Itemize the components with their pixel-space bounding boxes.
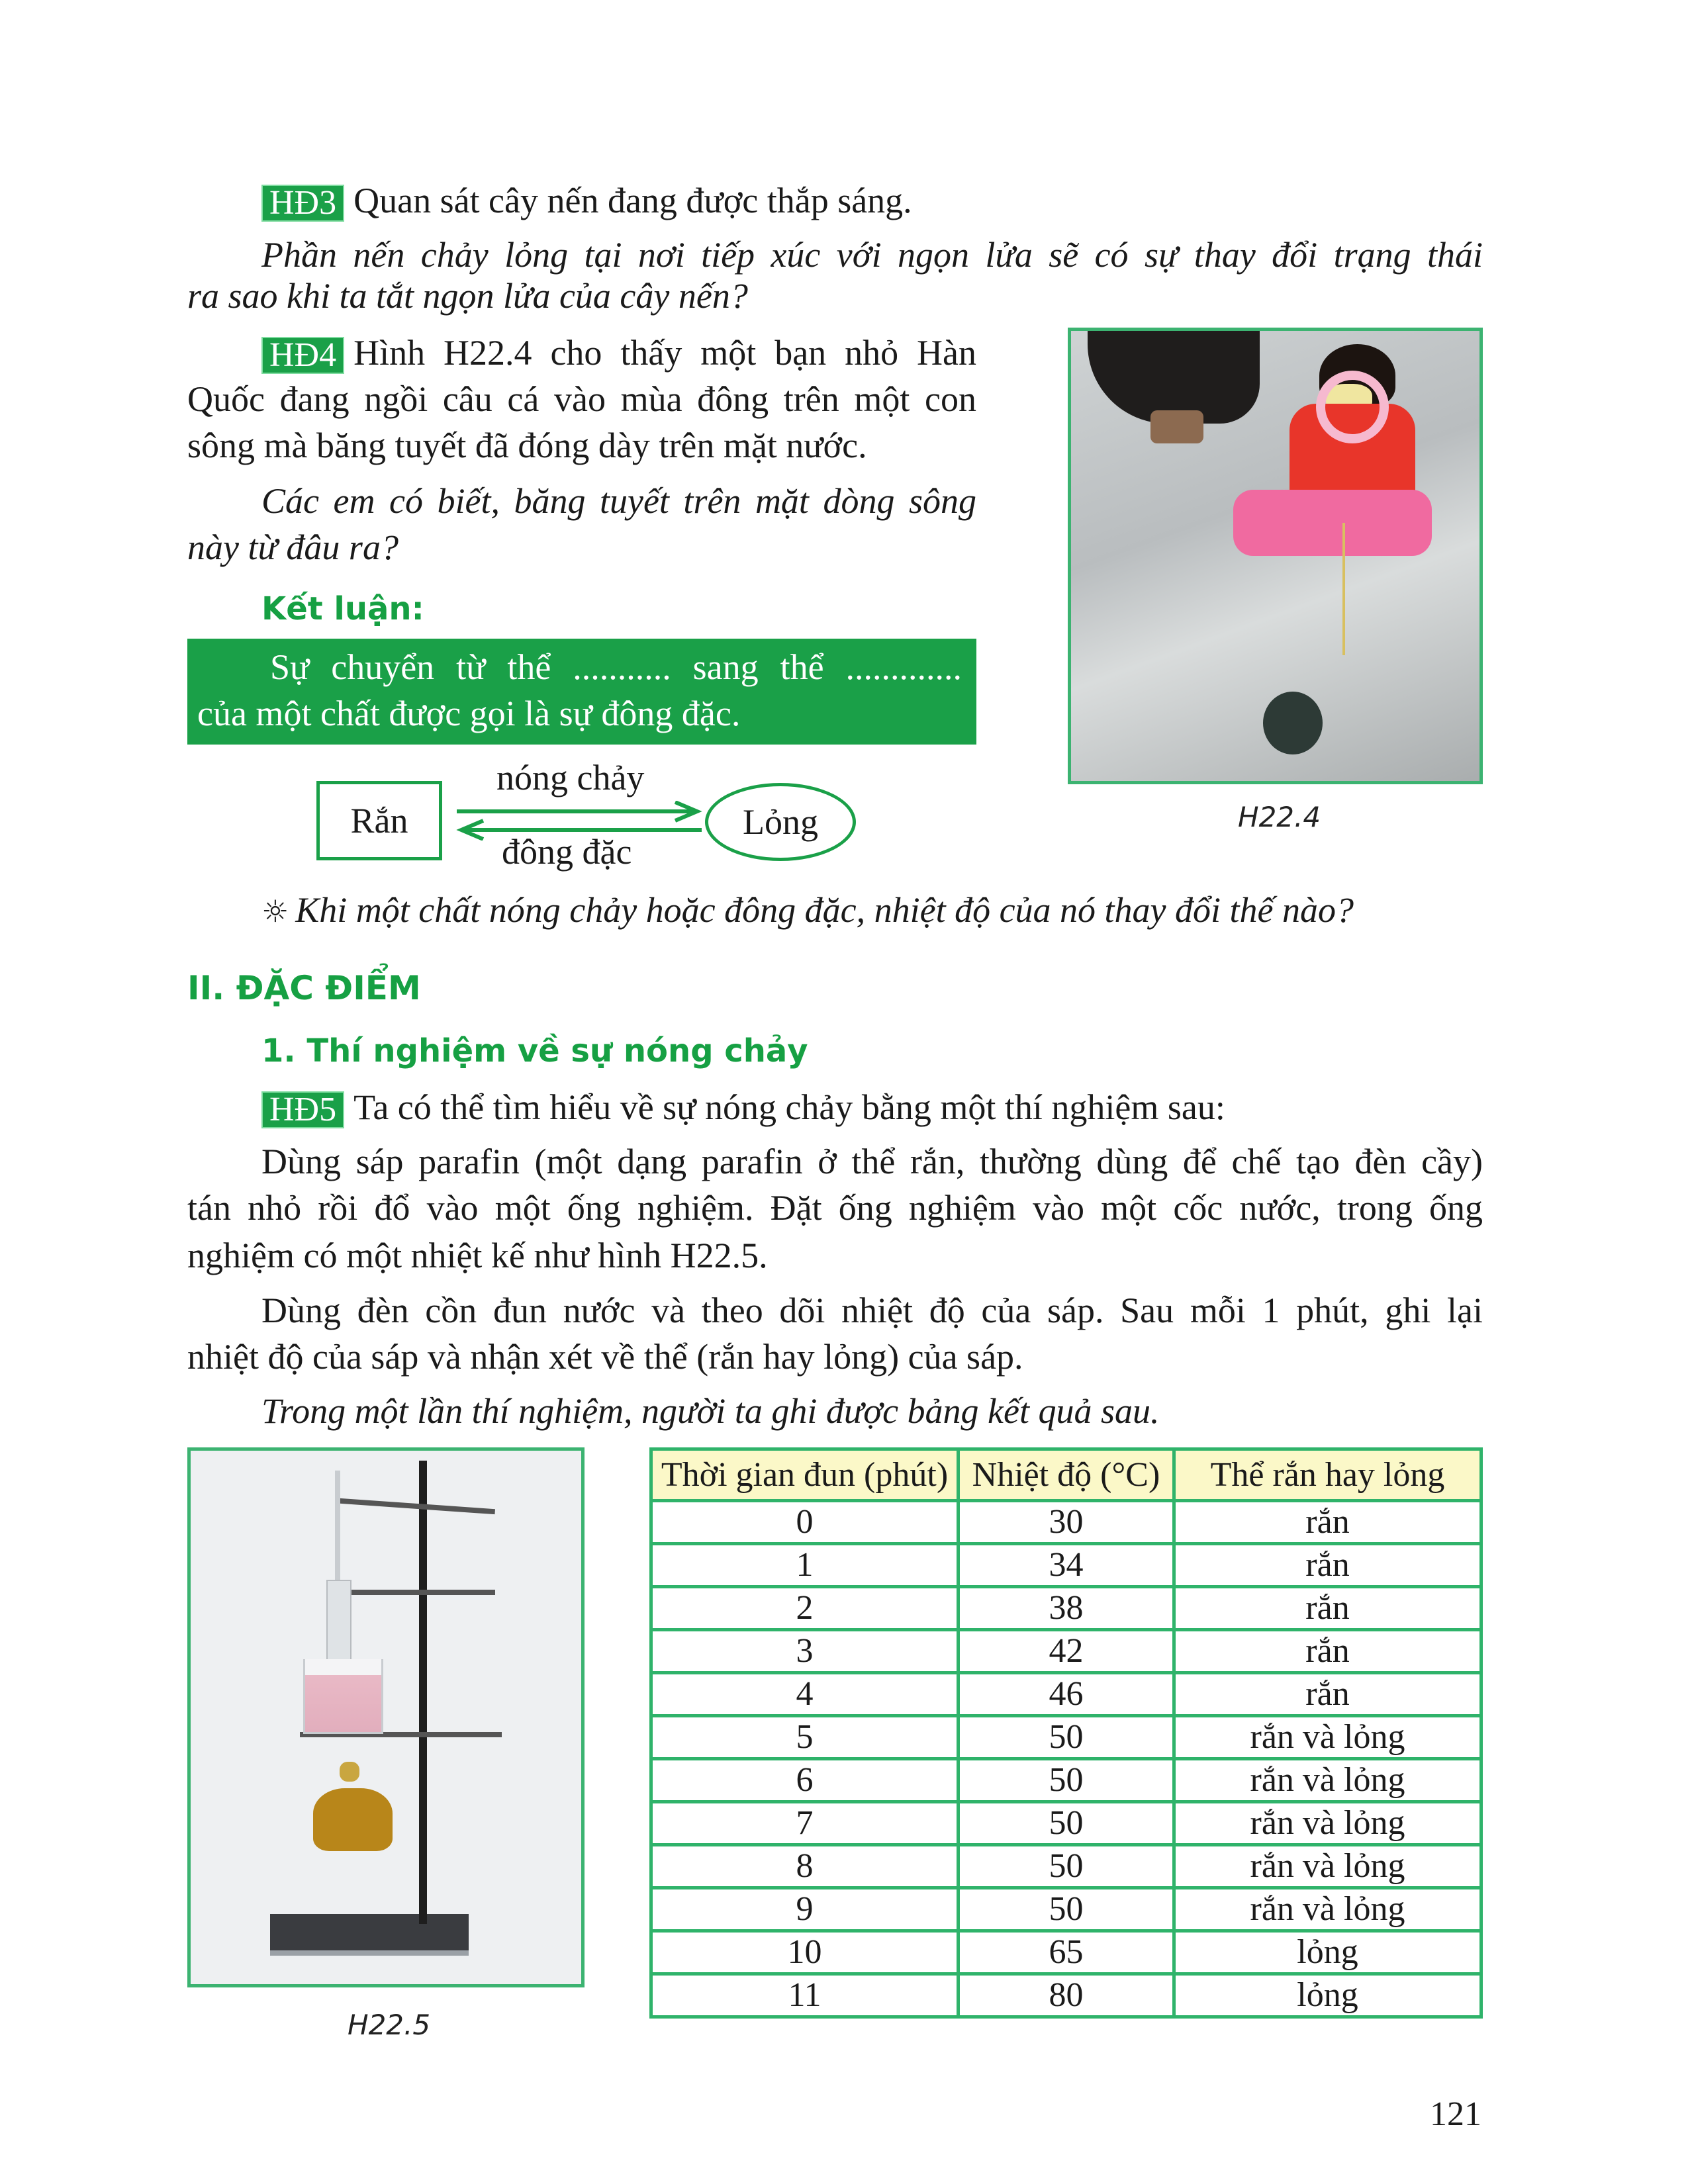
- table-row: [651, 1630, 1481, 1673]
- table-row: [651, 1587, 1481, 1630]
- cell-time: 2: [651, 1587, 959, 1630]
- hd3-text: Quan sát cây nến đang được thắp sáng.: [353, 181, 912, 220]
- figure-h22-4: [1068, 328, 1483, 784]
- hd5-line: [261, 1084, 1225, 1130]
- cell-state: rắn và lỏng: [1174, 1802, 1481, 1845]
- cell-state: lỏng: [1174, 1931, 1481, 1974]
- table-body: [651, 1501, 1481, 2017]
- think-question-text: Khi một chất nóng chảy hoặc đông đặc, nhiệt độ của nó thay đổi thế nào?: [295, 890, 1354, 930]
- cell-temperature: 42: [958, 1630, 1174, 1673]
- activity-badge-hd4: HĐ4: [261, 337, 344, 374]
- cell-state: rắn và lỏng: [1174, 1716, 1481, 1759]
- results-table: [649, 1447, 1483, 2019]
- table-row: [651, 1802, 1481, 1845]
- section-subtitle: 1. Thí nghiệm về sự nóng chảy: [261, 1032, 808, 1069]
- cell-time: 4: [651, 1673, 959, 1716]
- cell-time: 3: [651, 1630, 959, 1673]
- solid-label: Rắn: [350, 801, 408, 841]
- cell-temperature: 65: [958, 1931, 1174, 1974]
- clamp-middle: [346, 1590, 495, 1595]
- cell-temperature: 46: [958, 1673, 1174, 1716]
- cell-temperature: 50: [958, 1802, 1174, 1845]
- cell-temperature: 30: [958, 1501, 1174, 1544]
- hd5-para1-line1: Dùng sáp parafin (một dạng parafin ở thể rắn, thường dùng để chế tạo đèn cầy): [261, 1142, 1483, 1181]
- activity-badge-hd5: HĐ5: [261, 1091, 344, 1128]
- alcohol-lamp: [310, 1762, 389, 1921]
- melting-label: nóng chảy: [496, 758, 645, 797]
- cell-temperature: 34: [958, 1544, 1174, 1587]
- table-row: [651, 1974, 1481, 2017]
- cell-time: 8: [651, 1845, 959, 1888]
- hd4-text-line1: Hình H22.4 cho thấy một bạn nhỏ Hàn: [353, 333, 976, 373]
- hd5-text: Ta có thể tìm hiểu về sự nóng chảy bằng một thí nghiệm sau:: [353, 1087, 1225, 1127]
- hd4-line2: Quốc đang ngồi câu cá vào mùa đông trên một con: [187, 379, 976, 419]
- header-time: Thời gian đun (phút): [651, 1449, 959, 1501]
- cell-time: 10: [651, 1931, 959, 1974]
- conclusion-line2: của một chất được gọi là sự đông đặc.: [197, 694, 741, 733]
- cell-state: rắn và lỏng: [1174, 1759, 1481, 1802]
- adult-figure: [1088, 331, 1260, 424]
- cell-time: 7: [651, 1802, 959, 1845]
- liquid-ellipse: [705, 783, 856, 861]
- lamp-cap: [340, 1762, 359, 1782]
- table-row: [651, 1501, 1481, 1544]
- cell-state: rắn và lỏng: [1174, 1845, 1481, 1888]
- child-scarf: [1316, 371, 1389, 443]
- section-title: II. ĐẶC ĐIỂM: [187, 969, 421, 1007]
- caption-h22-5: H22.5: [348, 2009, 431, 2041]
- hd3-question-line2: ra sao khi ta tắt ngọn lửa của cây nến?: [187, 276, 748, 316]
- state-diagram: [311, 754, 867, 887]
- cell-time: 1: [651, 1544, 959, 1587]
- table-row: [651, 1716, 1481, 1759]
- hd4-question-line1: Các em có biết, băng tuyết trên mặt dòng sông: [261, 481, 976, 521]
- table-row: [651, 1544, 1481, 1587]
- table-row: [651, 1931, 1481, 1974]
- cell-time: 0: [651, 1501, 959, 1544]
- header-temperature: Nhiệt độ (°C): [958, 1449, 1174, 1501]
- hd5-para1-line3: nghiệm có một nhiệt kế như hình H22.5.: [187, 1236, 768, 1275]
- cell-state: rắn: [1174, 1630, 1481, 1673]
- cell-time: 5: [651, 1716, 959, 1759]
- hd3-line: [261, 177, 912, 224]
- table-row: [651, 1759, 1481, 1802]
- beaker: [303, 1659, 383, 1734]
- cell-state: rắn: [1174, 1587, 1481, 1630]
- cell-state: rắn: [1174, 1673, 1481, 1716]
- table-row: [651, 1673, 1481, 1716]
- table-row: [651, 1888, 1481, 1931]
- activity-badge-hd3: HĐ3: [261, 185, 344, 222]
- table-header-row: [651, 1449, 1481, 1501]
- hd5-intro-italic: Trong một lần thí nghiệm, người ta ghi được bảng kết quả sau.: [261, 1391, 1160, 1431]
- conclusion-heading: Kết luận:: [261, 590, 424, 627]
- hd4-line1: [261, 330, 976, 376]
- conclusion-line1: Sự chuyển từ thể ........... sang thể .............: [270, 647, 962, 687]
- cell-temperature: 50: [958, 1845, 1174, 1888]
- cell-time: 6: [651, 1759, 959, 1802]
- cell-time: 9: [651, 1888, 959, 1931]
- cell-state: rắn: [1174, 1501, 1481, 1544]
- cell-temperature: 38: [958, 1587, 1174, 1630]
- cell-state: lỏng: [1174, 1974, 1481, 2017]
- figure-h22-5: [187, 1447, 585, 1987]
- solid-box: [316, 781, 442, 860]
- hd3-question-line1: Phần nến chảy lỏng tại nơi tiếp xúc với ngọn lửa sẽ có sự thay đổi trạng thái: [261, 235, 1483, 275]
- lamp-body: [313, 1788, 393, 1851]
- solidification-label: đông đặc: [502, 832, 632, 872]
- caption-h22-4: H22.4: [1238, 801, 1321, 833]
- page-number: 121: [1430, 2095, 1481, 2133]
- melting-arrow: [457, 802, 697, 821]
- hd4-question-line2: này từ đâu ra?: [187, 527, 399, 567]
- cell-time: 11: [651, 1974, 959, 2017]
- hd5-para2-line2: nhiệt độ của sáp và nhận xét về thể (rắn hay lỏng) của sáp.: [187, 1337, 1023, 1377]
- table-row: [651, 1845, 1481, 1888]
- cell-temperature: 80: [958, 1974, 1174, 2017]
- cell-temperature: 50: [958, 1759, 1174, 1802]
- cell-temperature: 50: [958, 1888, 1174, 1931]
- sun-icon: ☼: [261, 893, 289, 929]
- child-legs: [1233, 490, 1432, 556]
- cell-state: rắn và lỏng: [1174, 1888, 1481, 1931]
- conclusion-box: [187, 639, 976, 745]
- cell-state: rắn: [1174, 1544, 1481, 1587]
- ice-hole: [1263, 692, 1323, 754]
- hd4-line3: sông mà băng tuyết đã đóng dày trên mặt nước.: [187, 426, 867, 465]
- liquid-label: Lỏng: [743, 802, 818, 842]
- hd5-para2-line1: Dùng đèn cồn đun nước và theo dõi nhiệt độ của sáp. Sau mỗi 1 phút, ghi lại: [261, 1291, 1483, 1330]
- cell-temperature: 50: [958, 1716, 1174, 1759]
- stand-rod: [419, 1461, 427, 1924]
- fishing-line: [1342, 523, 1345, 655]
- header-state: Thể rắn hay lỏng: [1174, 1449, 1481, 1501]
- think-question: [261, 887, 1354, 934]
- hd5-para1-line2: tán nhỏ rồi đổ vào một ống nghiệm. Đặt ống nghiệm vào một cốc nước, trong ống: [187, 1188, 1483, 1228]
- adult-feet: [1150, 410, 1203, 443]
- clamp-top: [340, 1498, 495, 1514]
